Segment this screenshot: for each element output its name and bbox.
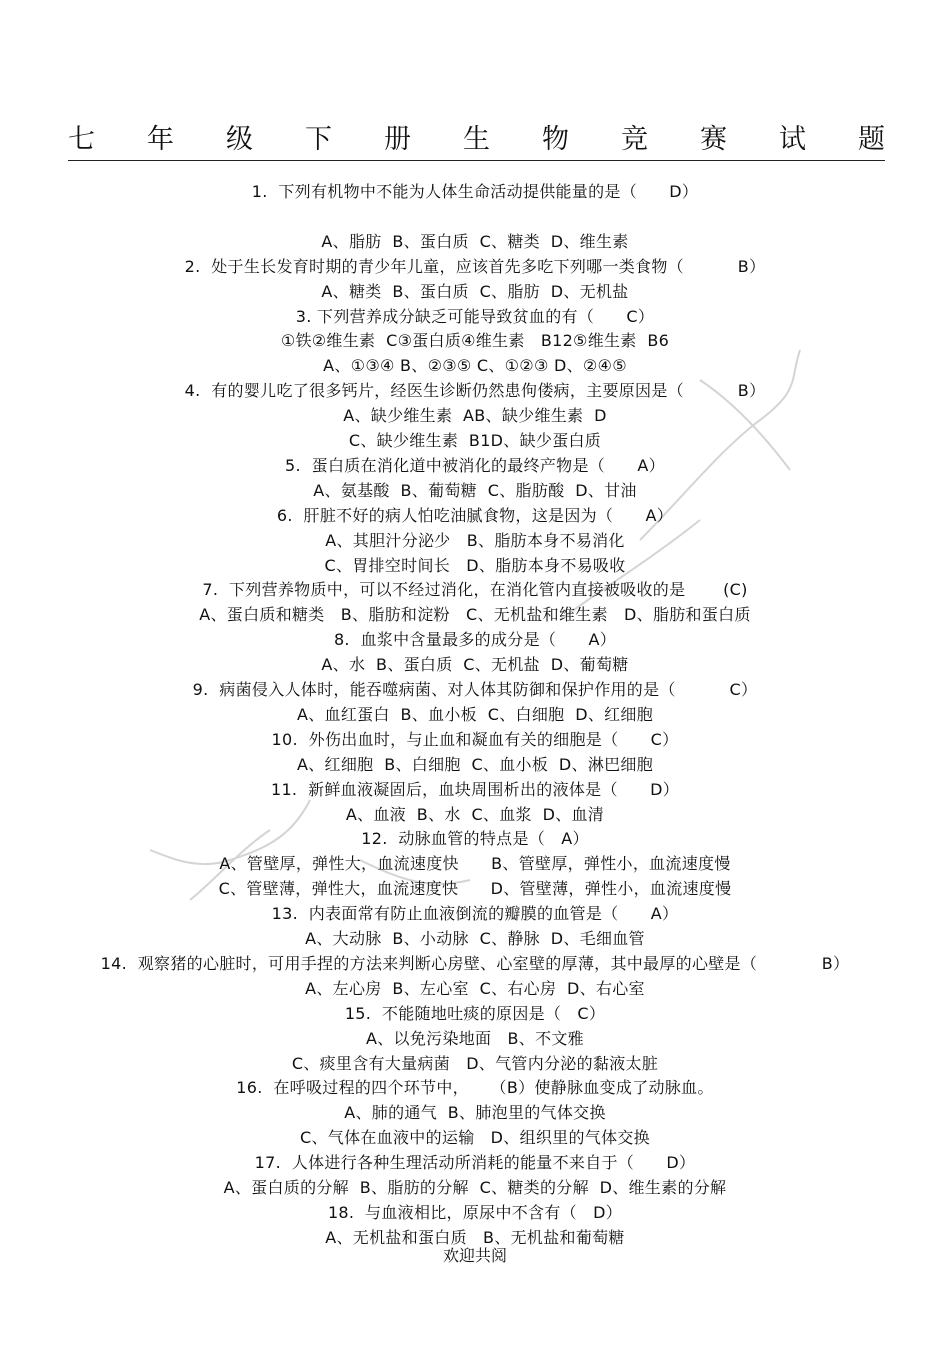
question-line: C、胃排空时间长 D、脂肪本身不易吸收 (324, 555, 626, 575)
question-line: A、血红蛋白 B、血小板 C、白细胞 D、红细胞 (296, 704, 654, 724)
question-line: A、蛋白质的分解 B、脂肪的分解 C、糖类的分解 D、维生素的分解 (223, 1178, 727, 1197)
question-line: 13. 内表面常有防止血液倒流的瓣膜的血管是（ A） (271, 904, 679, 924)
question-line: 11. 新鲜血液凝固后，血块周围析出的液体是（ D） (270, 779, 680, 799)
question-line: 15. 不能随地吐痰的原因是（ C） (344, 1003, 606, 1023)
question-line: C、缺少维生素 B1D、缺少蛋白质 (348, 431, 602, 450)
question-line: 4. 有的婴儿吃了很多钙片，经医生诊断仍然患佝偻病，主要原因是（ B） (184, 381, 766, 401)
question-line: A、其胆汁分泌少 B、脂肪本身不易消化 (325, 530, 625, 550)
question-line: A、大动脉 B、小动脉 C、静脉 D、毛细血管 (305, 929, 645, 948)
question-line: 5. 蛋白质在消化道中被消化的最终产物是（ A） (285, 455, 665, 475)
title-char: 下 (305, 123, 332, 155)
title-char: 七 (68, 123, 95, 155)
title-char: 试 (779, 123, 806, 155)
question-line: 6. 肝脏不好的病人怕吃油腻食物，这是因为（ A） (276, 505, 674, 525)
question-line: C、管壁薄，弹性大，血流速度快 D、管壁薄，弹性小，血流速度慢 (218, 879, 732, 899)
title-char: 级 (226, 123, 253, 155)
question-line: A、红细胞 B、白细胞 C、血小板 D、淋巴细胞 (296, 754, 654, 774)
title-char: 册 (384, 123, 411, 155)
question-line: 10. 外伤出血时，与止血和凝血有关的细胞是（ C） (271, 729, 679, 749)
question-line: 16. 在呼吸过程的四个环节中， （B）使静脉血变成了动脉血。 (236, 1078, 714, 1098)
question-line: 3. 下列营养成分缺乏可能导致贫血的有（ C） (295, 306, 655, 326)
question-line: A、血液 B、水 C、血浆 D、血清 (345, 804, 605, 824)
question-line: 12. 动脉血管的特点是（ A） (361, 829, 589, 849)
question-line: A、①③④ B、②③⑤ C、①②③ D、②④⑤ (323, 356, 627, 376)
question-line: 9. 病菌侵入人体时，能吞噬病菌、对人体其防御和保护作用的是（ C） (192, 680, 758, 699)
question-line: A、以免污染地面 B、不文雅 (366, 1028, 584, 1048)
question-line: A、糖类 B、蛋白质 C、脂肪 D、无机盐 (321, 281, 629, 301)
title-divider (68, 160, 885, 161)
title-char: 竞 (621, 123, 648, 155)
question-line: A、无机盐和蛋白质 B、无机盐和葡萄糖 (325, 1227, 625, 1247)
title-char: 生 (463, 123, 490, 155)
question-line: 18. 与血液相比，原尿中不含有（ D） (327, 1202, 623, 1222)
question-line: 2. 处于生长发育时期的青少年儿童，应该首先多吃下列哪一类食物（ B） (184, 256, 766, 276)
question-line: A、蛋白质和糖类 B、脂肪和淀粉 C、无机盐和维生素 D、脂肪和蛋白质 (199, 605, 751, 625)
question-line: 7. 下列营养物质中，可以不经过消化，在消化管内直接被吸收的是 (C) (202, 580, 748, 600)
question-line (0, 205, 950, 230)
question-line: 17. 人体进行各种生理活动所消耗的能量不来自于（ D） (254, 1153, 696, 1173)
title-char: 赛 (700, 123, 727, 155)
question-line: C、气体在血液中的运输 D、组织里的气体交换 (300, 1128, 650, 1148)
question-line: ①铁②维生素 C③蛋白质④维生素 B12⑤维生素 B6 (280, 331, 670, 351)
question-line: C、痰里含有大量病菌 D、气管内分泌的黏液太脏 (291, 1053, 659, 1073)
question-line: A、管壁厚，弹性大，血流速度快 B、管壁厚，弹性小，血流速度慢 (219, 854, 731, 874)
page-footer: 欢迎共阅 (442, 1246, 507, 1265)
question-line: 14. 观察猪的心脏时，可用手捏的方法来判断心房壁、心室壁的厚薄，其中最厚的心壁是（ B） (100, 953, 850, 973)
question-line: A、左心房 B、左心室 C、右心房 D、右心室 (305, 978, 645, 998)
page-title (68, 116, 885, 156)
question-line: A、肺的通气 B、肺泡里的气体交换 (344, 1103, 606, 1123)
question-line: A、氨基酸 B、葡萄糖 C、脂肪酸 D、甘油 (313, 480, 637, 500)
question-line: A、水 B、蛋白质 C、无机盐 D、葡萄糖 (321, 655, 629, 675)
title-char: 年 (147, 123, 174, 155)
title-char: 题 (858, 123, 885, 155)
question-line: A、缺少维生素 AB、缺少维生素 D (343, 406, 607, 426)
question-line: A、脂肪 B、蛋白质 C、糖类 D、维生素 (321, 231, 629, 251)
question-line: 8. 血浆中含量最多的成分是（ A） (333, 630, 617, 650)
question-line: 1. 下列有机物中不能为人体生命活动提供能量的是（ D） (251, 182, 699, 201)
title-char: 物 (542, 123, 569, 155)
